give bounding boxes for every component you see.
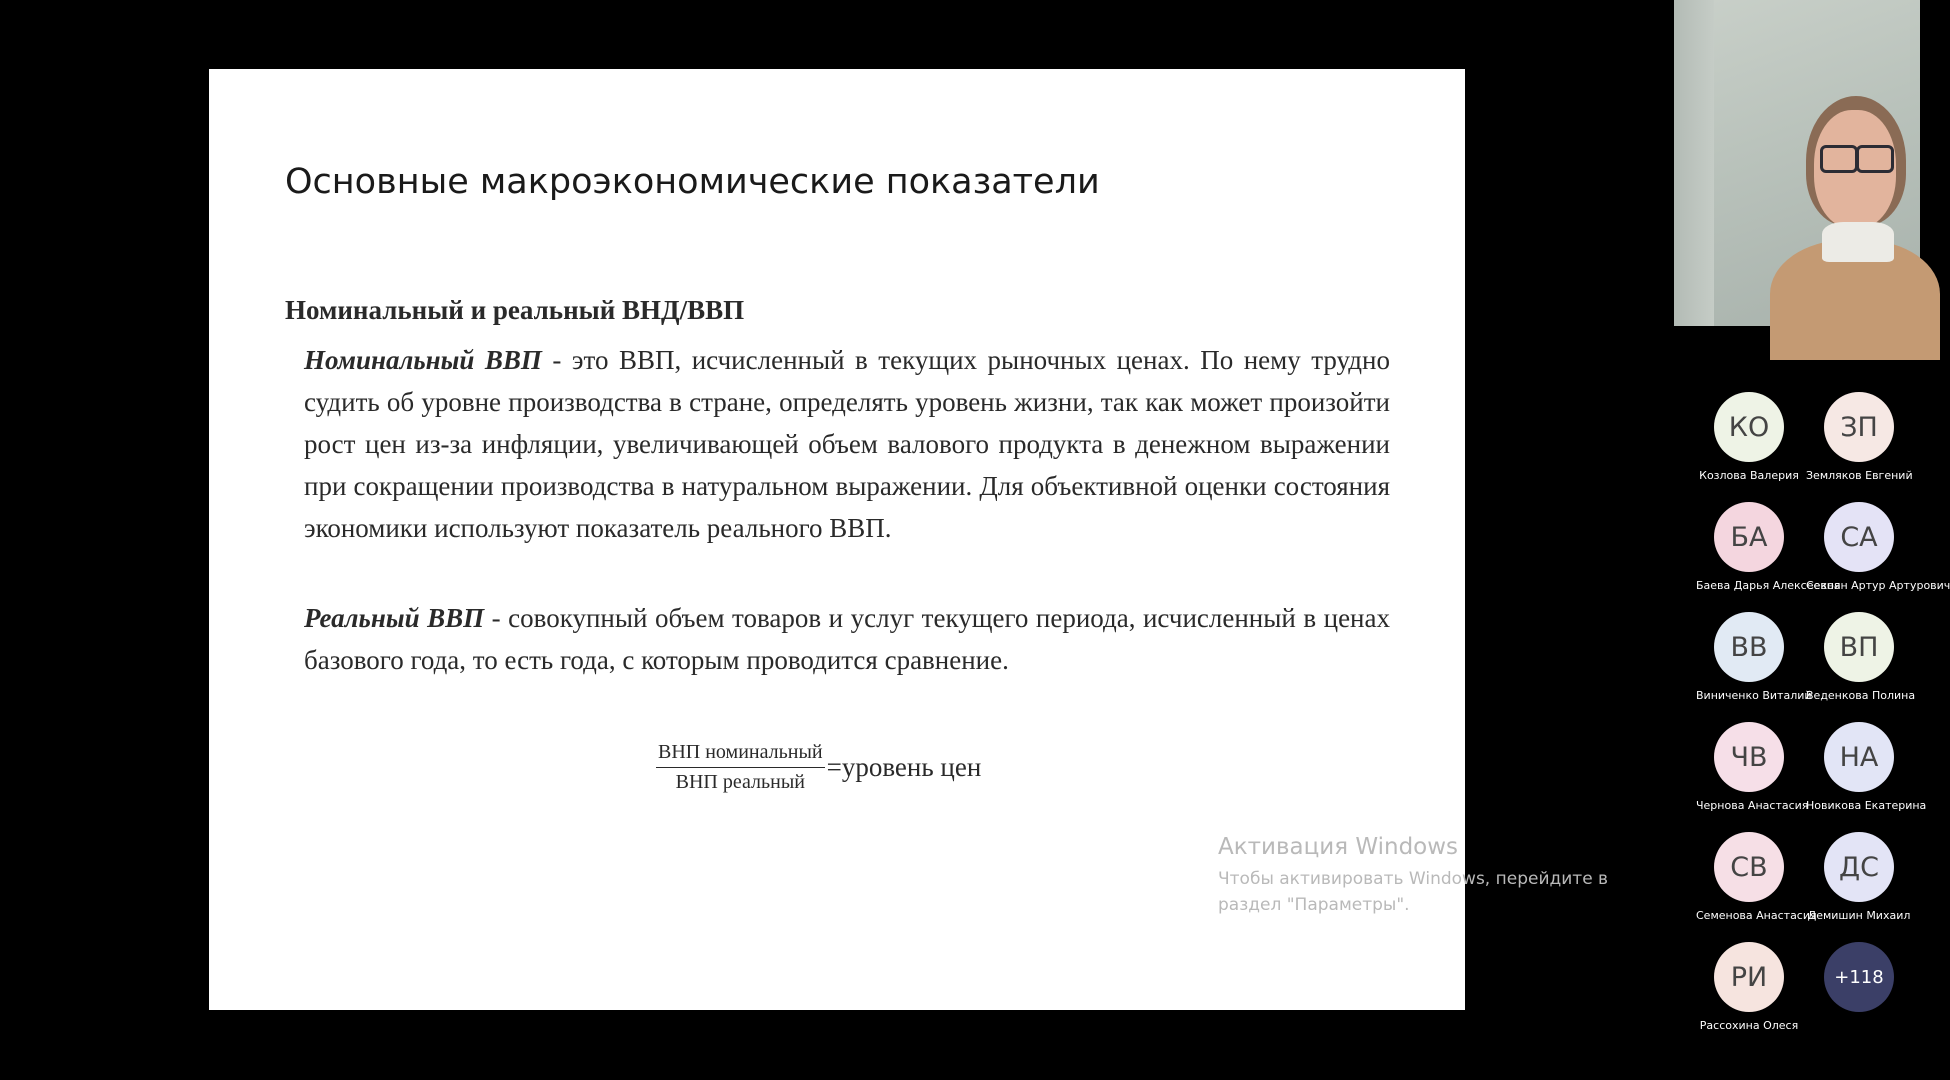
participant-tile[interactable] <box>1694 612 1812 722</box>
participant-tile[interactable] <box>1694 392 1804 502</box>
participant-name: Козлова Валерия <box>1699 469 1799 482</box>
participants-grid <box>1694 392 1950 1052</box>
participant-name: Секоян Артур Артурович <box>1806 579 1950 592</box>
watermark-text: Чтобы активировать Windows, перейдите в раздел "Параметры". <box>1218 869 1609 915</box>
speaker-collar <box>1822 222 1894 262</box>
participant-avatar: ЗП <box>1824 392 1894 462</box>
participant-avatar: БА <box>1714 502 1784 572</box>
formula-denominator: ВНП реальный <box>675 771 805 793</box>
windows-activation-watermark <box>1218 834 1618 918</box>
participant-tile[interactable] <box>1804 612 1914 722</box>
watermark-title: Активация Windows <box>1218 834 1459 860</box>
participant-avatar: СА <box>1824 502 1894 572</box>
participant-tile[interactable] <box>1804 392 1914 502</box>
participant-name: Виниченко Виталий <box>1696 689 1812 702</box>
term-nominal-gdp: Номинальный ВВП <box>304 345 542 375</box>
participant-tile[interactable] <box>1694 942 1804 1052</box>
participant-tile[interactable] <box>1804 832 1914 942</box>
participant-avatar: РИ <box>1714 942 1784 1012</box>
participant-avatar: НА <box>1824 722 1894 792</box>
participant-tile[interactable] <box>1804 502 1950 612</box>
participant-name: Семенова Анастасия <box>1696 909 1817 922</box>
price-level-formula <box>656 741 981 794</box>
video-background <box>1674 0 1714 326</box>
participant-name: Чернова Анастасия <box>1696 799 1809 812</box>
more-participants-tile[interactable] <box>1804 942 1914 1052</box>
formula-fraction <box>656 741 825 794</box>
participant-name: Демишин Михаил <box>1807 909 1911 922</box>
term-real-gdp: Реальный ВВП <box>304 603 485 633</box>
participant-avatar: ЧВ <box>1714 722 1784 792</box>
speaker-glasses-right <box>1856 145 1894 173</box>
participant-name: Рассохина Олеся <box>1699 1019 1799 1032</box>
participant-avatar: ВВ <box>1714 612 1784 682</box>
definition-nominal-gdp: - это ВВП, исчисленный в текущих рыночных ценах. По нему трудно судить об уровне производства в стране, определять уровень жизни, так как может произойти рост цен из-за инфляции, увеличивающей объем валового продукта в денежном выражении при сокращении производства в натуральном выражении. Для объективной оценки состояния экономики используют показатель реального ВВП. <box>304 345 1390 543</box>
participant-name: Веденкова Полина <box>1806 689 1916 702</box>
participant-avatar: КО <box>1714 392 1784 462</box>
definition-real-gdp: - совокупный объем товаров и услуг текущего периода, исчисленный в ценах базового года, то есть года, с которым проводится сравнение. <box>304 603 1390 675</box>
participant-tile[interactable] <box>1694 832 1817 942</box>
slide-title: Основные макроэкономические показатели <box>285 162 1100 202</box>
slide-subtitle: Номинальный и реальный ВНД/ВВП <box>285 295 745 325</box>
paragraph-nominal-gdp <box>304 339 1390 549</box>
participant-name: Баева Дарья Алексеевна <box>1696 579 1841 592</box>
speaker-glasses-left <box>1820 145 1858 173</box>
formula-numerator: ВНП номинальный <box>656 741 825 768</box>
formula-result: =уровень цен <box>826 752 982 782</box>
more-participants-button[interactable]: +118 <box>1824 942 1894 1012</box>
paragraph-real-gdp <box>304 597 1390 681</box>
speaker-video[interactable] <box>1674 0 1920 326</box>
participant-avatar: ВП <box>1824 612 1894 682</box>
participant-name: Земляков Евгений <box>1806 469 1913 482</box>
participant-tile[interactable] <box>1694 502 1841 612</box>
participant-tile[interactable] <box>1694 722 1809 832</box>
participant-name: Новикова Екатерина <box>1806 799 1927 812</box>
participant-avatar: СВ <box>1714 832 1784 902</box>
participant-tile[interactable] <box>1804 722 1927 832</box>
participant-avatar: ДС <box>1824 832 1894 902</box>
